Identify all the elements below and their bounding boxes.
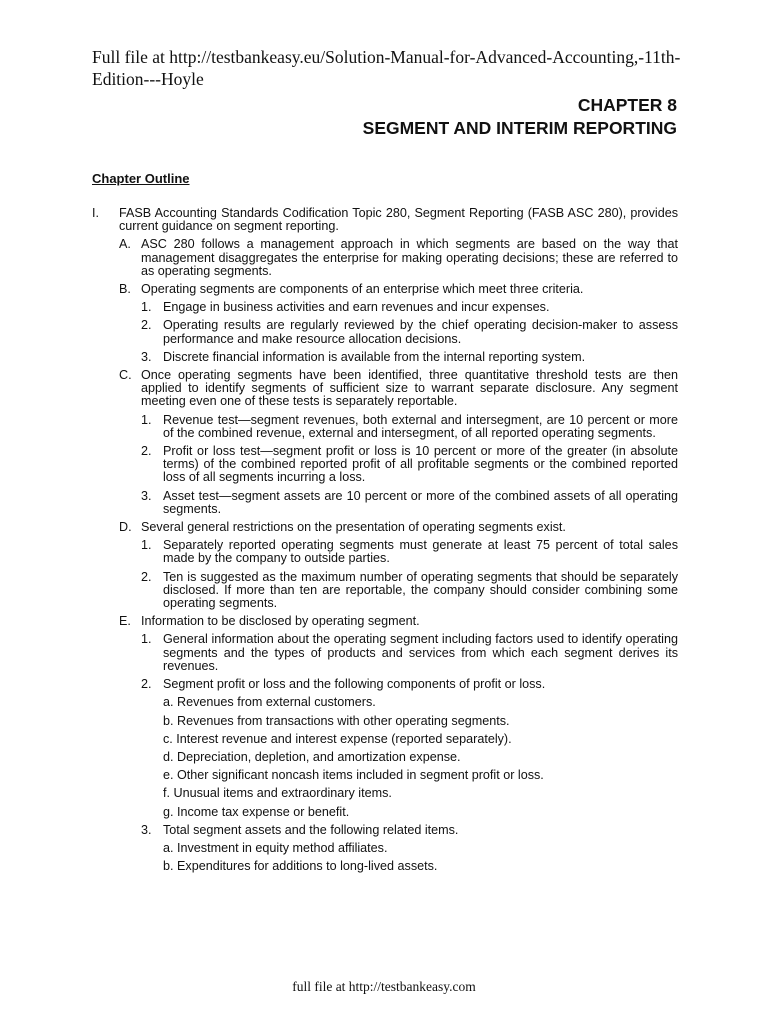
outline-marker: 2. — [141, 444, 152, 459]
outline-text: Ten is suggested as the maximum number of operating segments that should be separately disclosed. If more than ten are reportable, the company should consider combining some operating segments. — [163, 569, 678, 611]
outline-marker: 1. — [141, 412, 152, 427]
outline-text: ASC 280 follows a management approach in which segments are based on the way that management disaggregates the enterprise for making operating decisions; these are referred to as operating segments. — [141, 237, 678, 278]
outline-text: Total segment assets and the following related items. — [163, 822, 459, 837]
outline-marker: D. — [119, 520, 132, 535]
outline-marker: A. — [119, 237, 131, 252]
outline-text: Operating segments are components of an enterprise which meet three criteria. — [141, 282, 584, 297]
outline-subitem-E-2-e: e. Other significant noncash items included in segment profit or loss. — [163, 768, 544, 783]
outline-subitem-E-2-g: g. Income tax expense or benefit. — [163, 804, 350, 819]
chapter-title: SEGMENT AND INTERIM REPORTING — [362, 118, 677, 138]
outline-marker: 3. — [141, 349, 152, 364]
outline-item-C-2 — [92, 445, 678, 485]
outline-text: Segment profit or loss and the following components of profit or loss. — [163, 677, 546, 692]
outline-item-B-3 — [92, 351, 678, 364]
outline-heading: Chapter Outline — [92, 171, 190, 186]
outline-text: Several general restrictions on the presentation of operating segments exist. — [141, 520, 566, 535]
outline-marker: B. — [119, 282, 131, 297]
outline-subitem-E-2-b: b. Revenues from transactions with other operating segments. — [163, 713, 510, 728]
outline-item-C-1 — [92, 414, 678, 440]
outline-text: Profit or loss test—segment profit or loss is 10 percent or more of the greater (in absolute terms) of the combined reported profit of all profitable segments or the combined reported loss of all segments incurring a loss. — [163, 444, 678, 485]
chapter-outline — [92, 207, 678, 878]
outline-marker: E. — [119, 614, 131, 629]
outline-marker: 1. — [141, 300, 152, 315]
outline-item-B — [92, 283, 678, 296]
outline-item-D — [92, 521, 678, 534]
outline-item-I — [92, 207, 678, 233]
outline-subitem-E-2-d: d. Depreciation, depletion, and amortization expense. — [163, 749, 461, 764]
outline-marker: 2. — [141, 569, 152, 584]
outline-marker: 1. — [141, 632, 152, 647]
outline-subitem-E-2-f: f. Unusual items and extraordinary items. — [163, 786, 392, 801]
outline-item-D-2 — [92, 571, 678, 611]
outline-text: Asset test—segment assets are 10 percent or more of the combined assets of all operating segments. — [163, 488, 678, 516]
outline-text: Separately reported operating segments must generate at least 75 percent of total sales made by the company to outside parties. — [163, 538, 678, 566]
outline-item-C — [92, 369, 678, 409]
outline-subitem-E-3-b: b. Expenditures for additions to long-lived assets. — [163, 859, 438, 874]
outline-marker: 1. — [141, 538, 152, 553]
header-link-text: Full file at http://testbankeasy.eu/Solution-Manual-for-Advanced-Accounting,-11th-Edition---Hoyle — [92, 47, 681, 89]
outline-text: Revenue test—segment revenues, both external and intersegment, are 10 percent or more of the combined revenue, external and intersegment, of all reported operating segments. — [163, 412, 678, 440]
outline-item-B-2 — [92, 319, 678, 345]
outline-item-E-1 — [92, 633, 678, 673]
outline-marker: 3. — [141, 822, 152, 837]
outline-item-E-3 — [92, 824, 678, 837]
chapter-heading — [363, 94, 677, 140]
footer-link-text: full file at http://testbankeasy.com — [292, 979, 476, 994]
outline-item-B-1 — [92, 301, 678, 314]
outline-marker: I. — [92, 206, 99, 220]
outline-subitem-E-3-a: a. Investment in equity method affiliates. — [163, 840, 388, 855]
chapter-number: CHAPTER 8 — [577, 95, 677, 115]
outline-marker: 2. — [141, 318, 152, 333]
outline-text: Information to be disclosed by operating segment. — [141, 614, 420, 629]
outline-marker: 3. — [141, 488, 152, 503]
outline-item-A — [92, 238, 678, 278]
outline-item-D-1 — [92, 539, 678, 565]
outline-text: Once operating segments have been identified, three quantitative threshold tests are then applied to identify segments of sufficient size to warrant separate disclosure. Any segment meeting even one of these tests is separately reportable. — [141, 368, 678, 409]
outline-text: Operating results are regularly reviewed by the chief operating decision-maker to assess performance and make resource allocation decisions. — [163, 318, 678, 346]
outline-item-E-2 — [92, 678, 678, 691]
outline-text: FASB Accounting Standards Codification Topic 280, Segment Reporting (FASB ASC 280), provides current guidance on segment reporting. — [119, 206, 678, 234]
outline-subitem-E-2-a: a. Revenues from external customers. — [163, 695, 376, 710]
outline-subitem-E-2-c: c. Interest revenue and interest expense (reported separately). — [163, 731, 512, 746]
outline-text: Discrete financial information is available from the internal reporting system. — [163, 349, 586, 364]
outline-marker: 2. — [141, 677, 152, 692]
outline-item-E — [92, 615, 678, 628]
outline-text: Engage in business activities and earn revenues and incur expenses. — [163, 300, 550, 315]
outline-text: General information about the operating segment including factors used to identify operating segments and the types of products and services from which each segment derives its revenues. — [163, 632, 678, 673]
outline-item-C-3 — [92, 490, 678, 516]
outline-marker: C. — [119, 368, 132, 383]
